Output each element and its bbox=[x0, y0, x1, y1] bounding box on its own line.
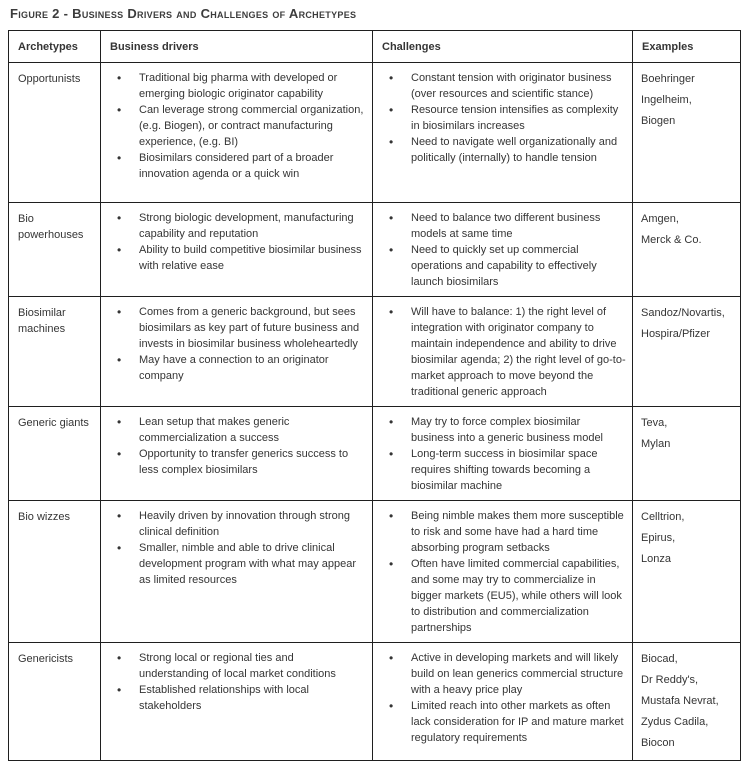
example-line: Amgen, bbox=[641, 213, 679, 225]
challenge-item: • Need to balance two different business models at same time bbox=[373, 210, 628, 242]
example-line: Biogen bbox=[641, 115, 676, 127]
driver-item: • Heavily driven by innovation through strong clinical definition bbox=[101, 508, 368, 540]
driver-item: • Biosimilars considered part of a broader innovation agenda or a quick win bbox=[101, 150, 368, 182]
examples-cell bbox=[633, 297, 741, 407]
example-line: Teva, bbox=[641, 417, 668, 429]
challenge-item: • Need to quickly set up commercial operations and capability to effectively launch biosimilars bbox=[373, 242, 628, 290]
example-line: Biocon bbox=[641, 737, 675, 749]
challenges-cell bbox=[373, 297, 633, 407]
drivers-list bbox=[101, 210, 368, 274]
challenge-item: • Being nimble makes them more susceptible to risk and some have had a hard time absorbing program setbacks bbox=[373, 508, 628, 556]
example-line: Boehringer Ingelheim, bbox=[641, 73, 695, 106]
challenges-list bbox=[373, 304, 628, 400]
driver-item: • Opportunity to transfer generics success to less complex biosimilars bbox=[101, 446, 368, 478]
header-row bbox=[9, 31, 741, 63]
drivers-cell bbox=[101, 407, 373, 501]
challenge-item: • May try to force complex biosimilar business into a generic business model bbox=[373, 414, 628, 446]
driver-item: • Can leverage strong commercial organization, (e.g. Biogen), or contract manufacturing experience, (e.g. BI) bbox=[101, 102, 368, 150]
archetype-cell: Biosimilar machines bbox=[9, 297, 101, 407]
challenges-cell bbox=[373, 643, 633, 761]
challenges-cell bbox=[373, 63, 633, 203]
col-header-business-drivers: Business drivers bbox=[101, 31, 373, 63]
examples-cell bbox=[633, 407, 741, 501]
examples-cell bbox=[633, 643, 741, 761]
challenges-list bbox=[373, 508, 628, 636]
challenges-list bbox=[373, 70, 628, 166]
driver-item: • Strong biologic development, manufacturing capability and reputation bbox=[101, 210, 368, 242]
challenges-cell bbox=[373, 203, 633, 297]
drivers-cell bbox=[101, 63, 373, 203]
drivers-list bbox=[101, 414, 368, 478]
col-header-examples: Examples bbox=[633, 31, 741, 63]
challenges-cell bbox=[373, 407, 633, 501]
examples-cell bbox=[633, 63, 741, 203]
challenge-item: • Limited reach into other markets as often lack consideration for IP and mature market regulatory requirements bbox=[373, 698, 628, 746]
drivers-list bbox=[101, 70, 368, 182]
challenges-cell bbox=[373, 501, 633, 643]
examples-cell bbox=[633, 203, 741, 297]
table-row-bio-wizzes bbox=[9, 501, 741, 643]
drivers-cell bbox=[101, 643, 373, 761]
table-row-opportunists bbox=[9, 63, 741, 203]
challenge-item: • Long-term success in biosimilar space requires shifting towards becoming a biosimilar machine bbox=[373, 446, 628, 494]
col-header-challenges: Challenges bbox=[373, 31, 633, 63]
drivers-list bbox=[101, 304, 368, 384]
example-line: Biocad, bbox=[641, 653, 678, 665]
archetype-cell: Genericists bbox=[9, 643, 101, 761]
table-row-genericists bbox=[9, 643, 741, 761]
example-line: Sandoz/Novartis, bbox=[641, 307, 725, 319]
drivers-list bbox=[101, 650, 368, 714]
drivers-cell bbox=[101, 297, 373, 407]
driver-item: • Established relationships with local stakeholders bbox=[101, 682, 368, 714]
challenge-item: • Need to navigate well organizationally and politically (internally) to handle tension bbox=[373, 134, 628, 166]
driver-item: • Lean setup that makes generic commercialization a success bbox=[101, 414, 368, 446]
driver-item: • May have a connection to an originator company bbox=[101, 352, 368, 384]
examples-cell bbox=[633, 501, 741, 643]
archetypes-table bbox=[8, 30, 741, 761]
challenge-item: • Will have to balance: 1) the right level of integration with originator company to maintain independence and ability to drive biosimilar agenda; 2) the right level of go-to-market approach to move beyond the traditional generic approach bbox=[373, 304, 628, 400]
archetype-cell: Opportunists bbox=[9, 63, 101, 203]
example-line: Epirus, bbox=[641, 532, 676, 544]
figure-title: Figure 2 - Business Drivers and Challenges of Archetypes bbox=[10, 6, 357, 21]
archetype-cell: Bio powerhouses bbox=[9, 203, 101, 297]
challenge-item: • Resource tension intensifies as complexity in biosimilars increases bbox=[373, 102, 628, 134]
driver-item: • Traditional big pharma with developed or emerging biologic originator capability bbox=[101, 70, 368, 102]
driver-item: • Strong local or regional ties and understanding of local market conditions bbox=[101, 650, 368, 682]
challenges-list bbox=[373, 210, 628, 290]
challenges-list bbox=[373, 650, 628, 746]
challenge-item: • Constant tension with originator business (over resources and scientific stance) bbox=[373, 70, 628, 102]
table-row-biosimilar-machines bbox=[9, 297, 741, 407]
table-row-bio-powerhouses bbox=[9, 203, 741, 297]
archetype-cell: Generic giants bbox=[9, 407, 101, 501]
example-line: Merck & Co. bbox=[641, 234, 702, 246]
driver-item: • Comes from a generic background, but sees biosimilars as key part of future business and invests in biosimilar business wholeheartedly bbox=[101, 304, 368, 352]
example-line: Hospira/Pfizer bbox=[641, 328, 711, 340]
drivers-list bbox=[101, 508, 368, 588]
archetype-cell: Bio wizzes bbox=[9, 501, 101, 643]
table-row-generic-giants bbox=[9, 407, 741, 501]
col-header-archetypes: Archetypes bbox=[9, 31, 101, 63]
example-line: Mylan bbox=[641, 438, 671, 450]
example-line: Zydus Cadila, bbox=[641, 716, 709, 728]
example-line: Celltrion, bbox=[641, 511, 685, 523]
challenges-list bbox=[373, 414, 628, 494]
drivers-cell bbox=[101, 203, 373, 297]
example-line: Dr Reddy's, bbox=[641, 674, 699, 686]
example-line: Mustafa Nevrat, bbox=[641, 695, 719, 707]
driver-item: • Ability to build competitive biosimilar business with relative ease bbox=[101, 242, 368, 274]
drivers-cell bbox=[101, 501, 373, 643]
challenge-item: • Often have limited commercial capabilities, and some may try to commercialize in bigger markets (EU5), while others will look to distribution and commercialization partnerships bbox=[373, 556, 628, 636]
challenge-item: • Active in developing markets and will likely build on lean generics commercial structure with a heavy price play bbox=[373, 650, 628, 698]
example-line: Lonza bbox=[641, 553, 671, 565]
driver-item: • Smaller, nimble and able to drive clinical development program with what may appear as limited resources bbox=[101, 540, 368, 588]
